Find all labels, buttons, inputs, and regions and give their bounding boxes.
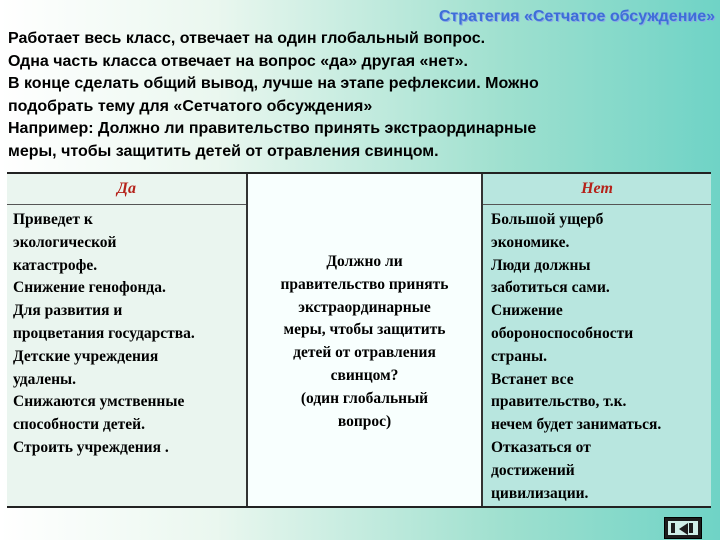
text-line: детей от отравления <box>293 344 436 362</box>
intro-line: Например: Должно ли правительство принять экстраординарные <box>8 120 537 137</box>
first-slide-icon-arrow <box>679 523 688 535</box>
text-line: процветания государства. <box>13 324 195 342</box>
text-line: правительство принять <box>280 275 449 293</box>
text-line: меры, чтобы защитить <box>283 321 446 339</box>
header-divider <box>7 204 246 205</box>
first-slide-icon <box>668 521 698 535</box>
yes-header: Да <box>117 180 136 197</box>
text-line: экономике. <box>491 233 570 251</box>
text-line: катастрофе. <box>13 256 98 274</box>
header-divider <box>483 204 711 205</box>
intro-line: В конце сделать общий вывод, лучше на этапе рефлексии. Можно <box>8 75 539 92</box>
text-line: Встанет все <box>491 370 574 388</box>
intro-text <box>8 28 713 163</box>
text-line: заботиться сами. <box>491 279 610 297</box>
text-line: Люди должны <box>491 256 591 274</box>
text-line: экстраординарные <box>298 298 431 316</box>
text-line: Должно ли <box>326 253 403 270</box>
intro-line: Работает весь класс, отвечает на один глобальный вопрос. <box>8 30 486 47</box>
no-column <box>481 174 711 506</box>
first-slide-icon-bar <box>671 523 675 533</box>
no-header: Нет <box>581 180 613 197</box>
text-line: удалены. <box>13 370 76 388</box>
text-line: страны. <box>491 347 547 365</box>
text-line: Отказаться от <box>491 438 591 456</box>
intro-line: подобрать тему для «Сетчатого обсуждения» <box>8 97 373 115</box>
text-line: нечем будет заниматься. <box>491 416 662 434</box>
text-line: правительство, т.к. <box>491 393 627 411</box>
text-line: Для развития и <box>13 302 123 320</box>
text-line: обороноспособности <box>491 324 634 342</box>
text-line: Снижение генофонда. <box>13 279 166 297</box>
discussion-grid <box>7 172 711 508</box>
intro-line: Одна часть класса отвечает на вопрос «да» другая «нет». <box>8 52 468 70</box>
text-line: Большой ущерб <box>491 211 604 228</box>
slide-title: Стратегия «Сетчатое обсуждение» <box>438 8 715 25</box>
intro-line: меры, чтобы защитить детей от отравления свинцом. <box>8 142 439 160</box>
text-line: способности детей. <box>13 416 145 434</box>
text-line: цивилизации. <box>491 484 589 502</box>
yes-arguments <box>13 209 195 460</box>
first-slide-icon-bar <box>689 523 693 533</box>
text-line: Снижение <box>491 302 563 320</box>
text-line: (один глобальный <box>300 389 429 407</box>
text-line: Строить учреждения . <box>13 438 169 456</box>
text-line: экологической <box>13 233 117 251</box>
text-line: Приведет к <box>13 211 93 228</box>
first-slide-button[interactable] <box>664 517 702 539</box>
global-question <box>248 251 481 433</box>
text-line: вопрос) <box>337 412 392 430</box>
text-line: Детские учреждения <box>13 347 159 365</box>
yes-column <box>7 174 248 506</box>
question-column <box>248 174 481 506</box>
text-line: достижений <box>491 461 575 479</box>
text-line: Снижаются умственные <box>13 393 185 411</box>
text-line: свинцом? <box>330 366 399 384</box>
no-arguments <box>491 209 661 505</box>
